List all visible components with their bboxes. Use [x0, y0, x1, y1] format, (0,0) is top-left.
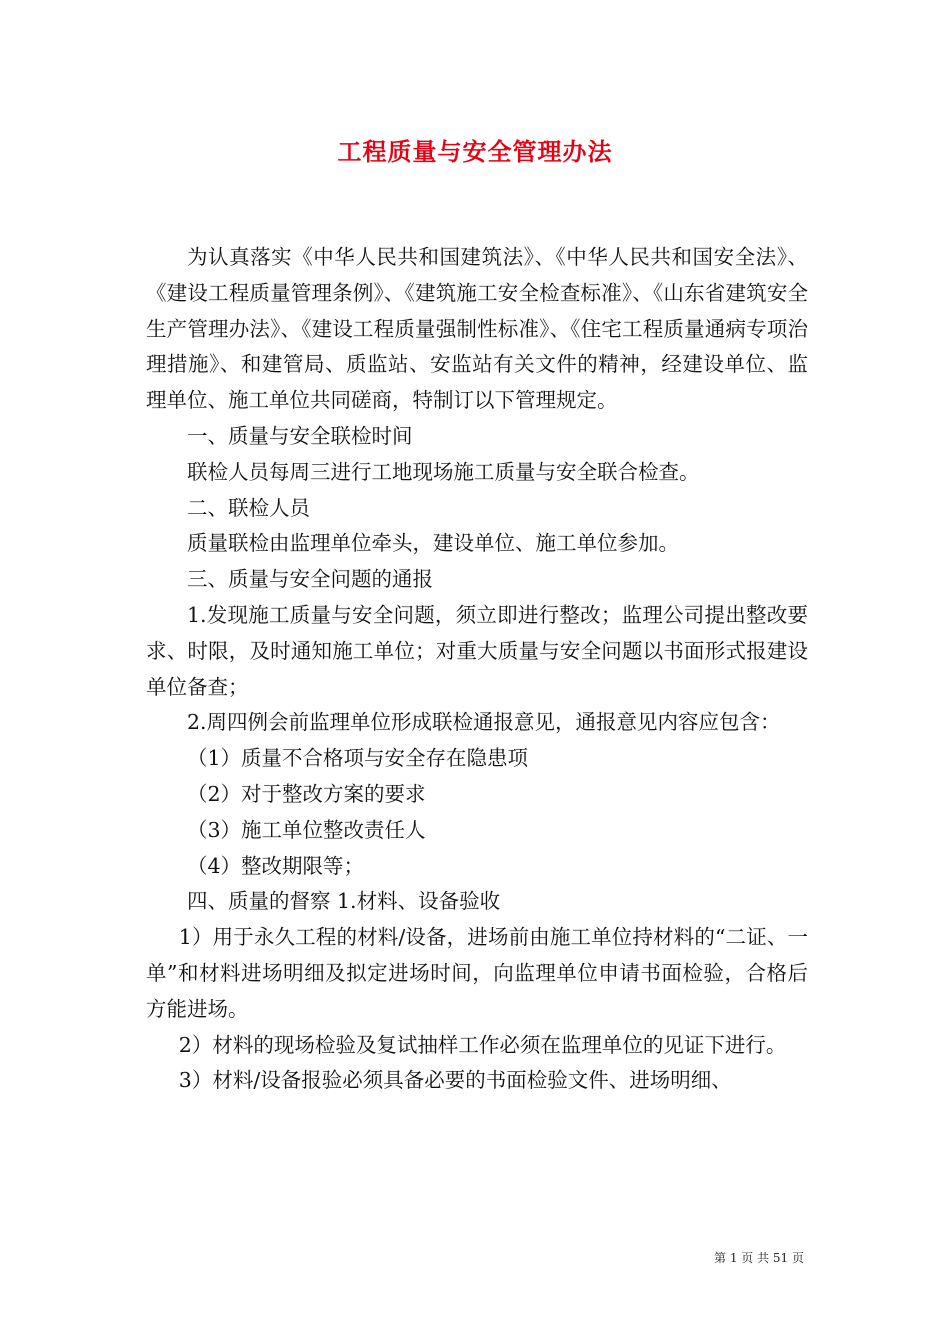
paragraph: 二、联检人员 — [187, 495, 310, 520]
paragraph: 1.发现施工质量与安全问题，须立即进行整改；监理公司提出整改要求、时限，及时通知施工单位；对重大质量与安全问题以书面形式报建设单位备查； — [146, 602, 808, 699]
paragraph: （2）对于整改方案的要求 — [187, 781, 426, 806]
paragraph: 为认真落实《中华人民共和国建筑法》、《中华人民共和国安全法》、《建设工程质量管理条例》、《建筑施工安全检查标准》、《山东省建筑安全生产管理办法》、《建设工程质量强制性标准》、《住宅工程质量通病专项治理措施》、和建管局、质监站、安监站有关文件的精神，经建设单位、监理单位、施工单位共同磋商，特制订以下管理规定。 — [146, 245, 808, 413]
document-body — [146, 240, 808, 1099]
paragraph: 2.周四例会前监理单位形成联检通报意见，通报意见内容应包含： — [187, 710, 781, 735]
paragraph: 1）用于永久工程的材料/设备，进场前由施工单位持材料的“二证、一单”和材料进场明细及拟定进场时间，向监理单位申请书面检验，合格后方能进场。 — [146, 925, 808, 1021]
paragraph: 2）材料的现场检验及复试抽样工作必须在监理单位的见证下进行。 — [178, 1032, 787, 1057]
paragraph: 四、质量的督察 1.材料、设备验收 — [187, 889, 501, 914]
page-footer: 第 1 页 共 51 页 — [714, 1251, 804, 1265]
paragraph: 联检人员每周三进行工地现场施工质量与安全联合检查。 — [187, 459, 700, 484]
paragraph: 质量联检由监理单位牵头，建设单位、施工单位参加。 — [187, 531, 679, 556]
paragraph: （1）质量不合格项与安全存在隐患项 — [187, 746, 529, 771]
paragraph: （4）整改期限等； — [187, 853, 365, 878]
paragraph: 3）材料/设备报验必须具备必要的书面检验文件、进场明细、 — [178, 1068, 732, 1093]
document-title: 工程质量与安全管理办法 — [337, 137, 613, 166]
paragraph: 一、质量与安全联检时间 — [187, 423, 413, 448]
paragraph: （3）施工单位整改责任人 — [187, 817, 426, 842]
paragraph: 三、质量与安全问题的通报 — [187, 567, 433, 592]
